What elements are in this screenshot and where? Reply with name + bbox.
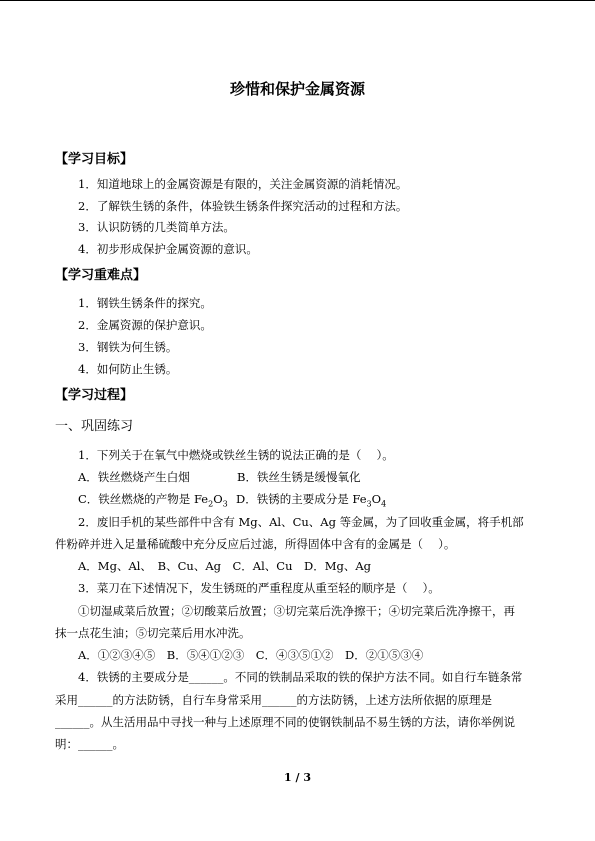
question-4-line-3: ______。从生活用品中寻找一种与上述原理不同的使钢铁制品不易生锈的方法，请你举例说 <box>55 715 515 729</box>
goal-item-2: 2．了解铁生锈的条件，体验铁生锈条件探究活动的过程和方法。 <box>78 199 408 213</box>
process-heading: 【学习过程】 <box>55 388 134 403</box>
question-4-line-1: 4．铁锈的主要成分是______。不同的铁制品采取的铁的保护方法不同。如自行车链条常 <box>78 670 523 684</box>
keypoints-heading: 【学习重难点】 <box>55 268 147 283</box>
keypoint-item-1: 1．钢铁生锈条件的探究。 <box>78 296 212 310</box>
question-1-option-a: A．铁丝燃烧产生白烟 <box>78 470 190 484</box>
question-3-options: A．①②③④⑤ B．⑤④①②③ C．④③⑤①② D．②①⑤③④ <box>78 648 424 662</box>
keypoint-item-2: 2．金属资源的保护意识。 <box>78 318 212 332</box>
goal-item-1: 1．知道地球上的金属资源是有限的，关注金属资源的消耗情况。 <box>78 177 408 191</box>
question-1-option-b: B．铁丝生锈是缓慢氧化 <box>237 470 361 484</box>
question-3-line-1: ①切湿咸菜后放置；②切酸菜后放置；③切完菜后洗净擦干；④切完菜后洗净擦干，再 <box>78 604 515 618</box>
question-4-line-2: 采用______的方法防锈，自行车身常采用______的方法防锈，上述方法所依据的原理是 <box>55 693 492 707</box>
page-title: 珍惜和保护金属资源 <box>229 80 365 98</box>
page-number: 1 / 3 <box>284 771 311 784</box>
question-3-line-2: 抹一点花生油；⑤切完菜后用水冲洗。 <box>55 626 251 640</box>
question-1-stem: 1．下列关于在氧气中燃烧或铁丝生锈的说法正确的是（ ）。 <box>78 448 394 462</box>
keypoint-item-4: 4．如何防止生锈。 <box>78 362 178 376</box>
question-1-option-c: C．铁丝燃烧的产物是 $Fe_2O_3$ <box>78 492 228 509</box>
question-4-line-4: 明：______。 <box>55 737 124 751</box>
goal-item-4: 4．初步形成保护金属资源的意识。 <box>78 242 258 256</box>
question-2-line-2: 件粉碎并进入足量稀硫酸中充分反应后过滤，所得固体中含有的金属是（ ）。 <box>55 537 456 551</box>
goal-item-3: 3．认识防锈的几类简单方法。 <box>78 220 235 234</box>
goals-heading: 【学习目标】 <box>55 152 134 167</box>
question-3-stem: 3．菜刀在下述情况下，发生锈斑的严重程度从重至轻的顺序是（ ）。 <box>78 581 440 595</box>
question-2-line-1: 2．废旧手机的某些部件中含有 Mg、Al、Cu、Ag 等金属，为了回收重金属，将手机部 <box>78 515 524 529</box>
section-title: 一、巩固练习 <box>55 419 134 434</box>
question-2-options: A．Mg、Al、 B、Cu、Ag C．Al、Cu D．Mg、Ag <box>78 559 372 573</box>
keypoint-item-3: 3．钢铁为何生锈。 <box>78 340 178 354</box>
question-1-option-d: D．铁锈的主要成分是 $Fe_3O_4$ <box>236 492 387 509</box>
